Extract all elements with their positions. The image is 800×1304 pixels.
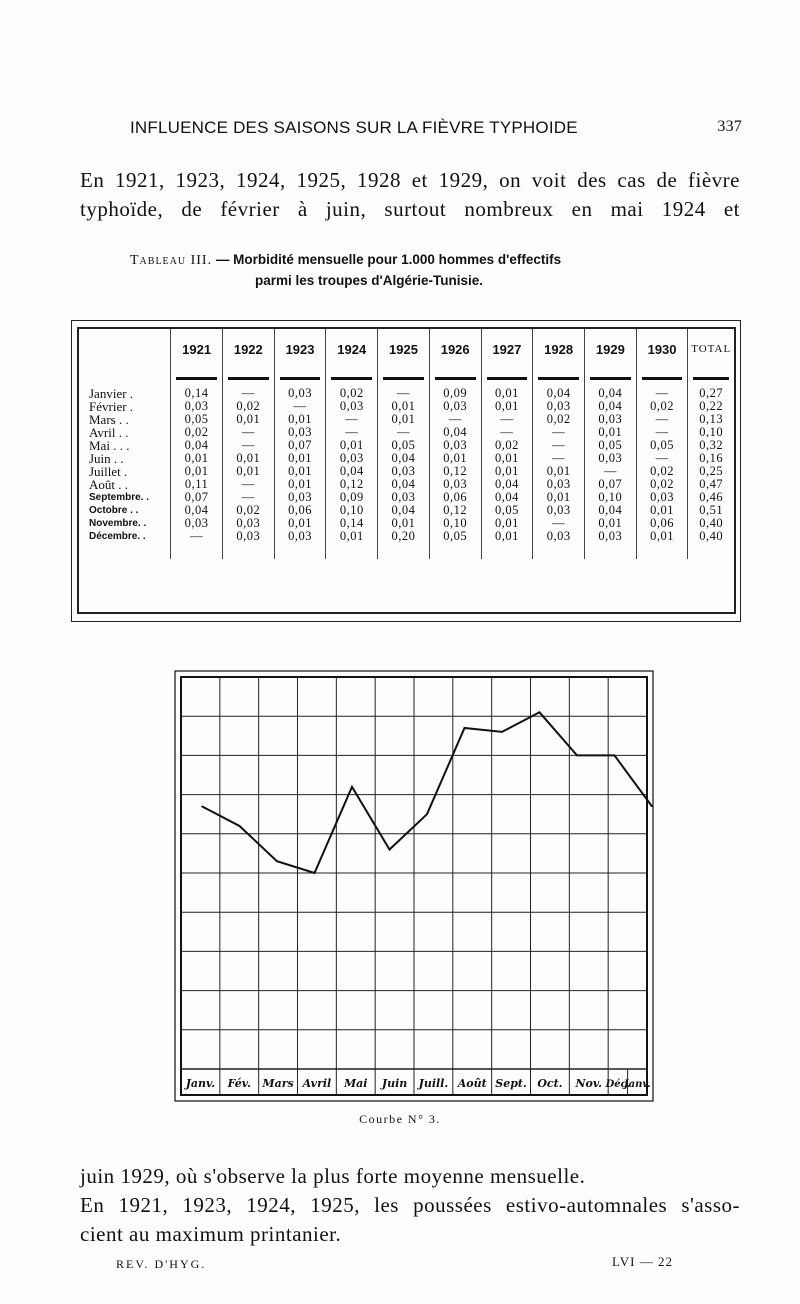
table-cell: 0,01 bbox=[378, 413, 430, 426]
month-label: Octobre . . bbox=[89, 505, 139, 516]
table-cell: 0,04 bbox=[584, 387, 636, 400]
table-cell: — bbox=[533, 452, 585, 465]
table-row bbox=[79, 530, 734, 543]
month-label: Juillet . bbox=[89, 464, 128, 479]
x-tick-label: Mai bbox=[344, 1077, 368, 1090]
table-cell: 0,40 bbox=[688, 530, 734, 543]
table-cell: 0,02 bbox=[222, 400, 274, 413]
table-cell: 0,06 bbox=[636, 517, 688, 530]
table-cell: 0,10 bbox=[584, 491, 636, 504]
table-cell: 0,01 bbox=[429, 452, 481, 465]
table-cell: 0,03 bbox=[222, 530, 274, 543]
table-cell: 0,03 bbox=[274, 491, 326, 504]
x-tick-label: Avril bbox=[302, 1077, 332, 1090]
chart-points bbox=[201, 711, 653, 873]
table-title-line-1: — Morbidité mensuelle pour 1.000 hommes d'effectifs bbox=[212, 252, 562, 267]
month-label: Avril . . bbox=[89, 425, 129, 440]
table-cell: — bbox=[584, 465, 636, 478]
table-cell: 0,03 bbox=[326, 452, 378, 465]
table-cell: — bbox=[222, 426, 274, 439]
table-cell: 0,09 bbox=[429, 387, 481, 400]
closing-line-3: cient au maximum printanier. bbox=[80, 1222, 342, 1246]
table-cell: — bbox=[274, 400, 326, 413]
table-cell: 0,01 bbox=[274, 517, 326, 530]
table-cell: 0,03 bbox=[429, 478, 481, 491]
table-cell: 0,01 bbox=[481, 530, 533, 543]
month-label: Mars . . bbox=[89, 412, 129, 427]
month-label: Novembre. . bbox=[89, 518, 147, 529]
x-tick-label: Oct. bbox=[537, 1077, 563, 1090]
table-cell: 0,14 bbox=[171, 387, 223, 400]
table-cell: 0,01 bbox=[533, 491, 585, 504]
table-cell: 0,03 bbox=[533, 504, 585, 517]
table-cell: — bbox=[533, 439, 585, 452]
table-cell: 0,02 bbox=[481, 439, 533, 452]
table-cell: — bbox=[636, 413, 688, 426]
table-cell: 0,05 bbox=[584, 439, 636, 452]
table-cell: 0,01 bbox=[584, 426, 636, 439]
table-cell: — bbox=[171, 530, 223, 543]
series-point bbox=[501, 731, 503, 733]
x-tick-label: Nov. bbox=[575, 1077, 603, 1090]
chart-month-labels bbox=[184, 1077, 651, 1090]
table-cell: 0,11 bbox=[171, 478, 223, 491]
table-cell: 0,03 bbox=[636, 491, 688, 504]
header-title: INFLUENCE DES SAISONS SUR LA FIÈVRE TYPHOIDE bbox=[130, 118, 578, 137]
column-header: 1923 bbox=[274, 329, 326, 369]
table-cell: — bbox=[222, 439, 274, 452]
table-cell: 0,04 bbox=[171, 504, 223, 517]
table-cell: — bbox=[222, 478, 274, 491]
table-cell: 0,10 bbox=[688, 426, 734, 439]
table-cell: 0,01 bbox=[481, 452, 533, 465]
table-cell: 0,04 bbox=[584, 400, 636, 413]
table-cell: 0,06 bbox=[274, 504, 326, 517]
table-cell: 0,14 bbox=[326, 517, 378, 530]
x-tick-label: Mars bbox=[262, 1077, 294, 1090]
intro-line-1: En 1921, 1923, 1924, 1925, 1928 et 1929, on voit des cas de fièvre bbox=[80, 168, 740, 192]
column-header: 1921 bbox=[171, 329, 223, 369]
series-point bbox=[464, 727, 466, 729]
table-cell: 0,09 bbox=[326, 491, 378, 504]
x-tick-label: Janv. bbox=[185, 1077, 216, 1090]
series-point bbox=[426, 813, 428, 815]
table-cell: 0,12 bbox=[429, 504, 481, 517]
table-cell: 0,04 bbox=[429, 426, 481, 439]
table-cell: 0,01 bbox=[481, 517, 533, 530]
table-cell: 0,05 bbox=[378, 439, 430, 452]
table-cell: 0,03 bbox=[171, 400, 223, 413]
table-cell: 0,03 bbox=[429, 400, 481, 413]
table-cell: 0,07 bbox=[584, 478, 636, 491]
column-header: 1929 bbox=[584, 329, 636, 369]
table-cell: 0,01 bbox=[584, 517, 636, 530]
table-cell: 0,51 bbox=[688, 504, 734, 517]
month-label: Février . bbox=[89, 399, 134, 414]
table-cell: 0,01 bbox=[222, 452, 274, 465]
table-cell: — bbox=[326, 426, 378, 439]
table-frame bbox=[71, 320, 741, 622]
table-cell: 0,01 bbox=[326, 530, 378, 543]
table-cell: — bbox=[636, 452, 688, 465]
column-header: 1922 bbox=[222, 329, 274, 369]
footer-volume: LVI — 22 bbox=[612, 1254, 673, 1269]
table-cell: 0,01 bbox=[378, 517, 430, 530]
morbidity-table bbox=[79, 329, 734, 559]
table-cell: 0,03 bbox=[171, 517, 223, 530]
table-cell: 0,02 bbox=[533, 413, 585, 426]
table-cell: 0,32 bbox=[688, 439, 734, 452]
series-point bbox=[239, 825, 241, 827]
table-caption bbox=[130, 250, 730, 291]
table-cell: 0,20 bbox=[378, 530, 430, 543]
page-number: 337 bbox=[717, 118, 742, 135]
table-cell: 0,27 bbox=[688, 387, 734, 400]
row-header-corner bbox=[79, 329, 171, 369]
series-point bbox=[276, 860, 278, 862]
table-cell: 0,13 bbox=[688, 413, 734, 426]
table-bottom-padding bbox=[79, 543, 734, 559]
table-cell: 0,07 bbox=[171, 491, 223, 504]
table-cell: — bbox=[378, 426, 430, 439]
chart-caption: Courbe N° 3. bbox=[359, 1112, 441, 1126]
table-cell: 0,03 bbox=[533, 530, 585, 543]
table-cell: 0,03 bbox=[326, 400, 378, 413]
table-cell: 0,05 bbox=[481, 504, 533, 517]
table-cell: 0,01 bbox=[636, 530, 688, 543]
table-cell: 0,10 bbox=[326, 504, 378, 517]
table-cell: 0,01 bbox=[222, 413, 274, 426]
table-cell: 0,01 bbox=[481, 387, 533, 400]
series-point bbox=[614, 755, 616, 757]
table-cell: — bbox=[378, 387, 430, 400]
table-cell: 0,06 bbox=[429, 491, 481, 504]
header-rule-row bbox=[79, 369, 734, 387]
table-cell: 0,40 bbox=[688, 517, 734, 530]
table-header-row bbox=[79, 329, 734, 369]
table-cell: 0,47 bbox=[688, 478, 734, 491]
table-cell: 0,02 bbox=[326, 387, 378, 400]
table-cell: — bbox=[533, 426, 585, 439]
table-cell: — bbox=[326, 413, 378, 426]
table-cell: 0,03 bbox=[274, 387, 326, 400]
closing-paragraph bbox=[80, 1162, 740, 1249]
table-cell: 0,01 bbox=[171, 465, 223, 478]
table-cell: 0,02 bbox=[636, 478, 688, 491]
closing-line-1: juin 1929, où s'observe la plus forte moyenne mensuelle. bbox=[80, 1164, 586, 1188]
x-tick-label: Janv. bbox=[623, 1079, 651, 1090]
series-point bbox=[651, 806, 653, 808]
table-cell: 0,10 bbox=[429, 517, 481, 530]
table-cell: 0,16 bbox=[688, 452, 734, 465]
table-cell: 0,03 bbox=[222, 517, 274, 530]
table-cell: 0,03 bbox=[584, 530, 636, 543]
series-point bbox=[539, 711, 541, 713]
table-cell: 0,04 bbox=[481, 491, 533, 504]
table-cell: — bbox=[636, 426, 688, 439]
month-label: Janvier . bbox=[89, 386, 134, 401]
closing-line-2: En 1921, 1923, 1924, 1925, les poussées estivo-automnales s'asso- bbox=[80, 1193, 740, 1217]
month-label: Août . . bbox=[89, 477, 128, 492]
table-cell: 0,03 bbox=[533, 478, 585, 491]
table-cell: 0,22 bbox=[688, 400, 734, 413]
table-label: Tableau III. bbox=[130, 253, 213, 268]
table-cell: — bbox=[429, 413, 481, 426]
table-cell: — bbox=[222, 491, 274, 504]
series-point bbox=[389, 849, 391, 851]
table-cell: 0,01 bbox=[481, 400, 533, 413]
table-cell: 0,01 bbox=[222, 465, 274, 478]
table-cell: 0,01 bbox=[326, 439, 378, 452]
table-cell: 0,01 bbox=[481, 465, 533, 478]
table-cell: 0,04 bbox=[326, 465, 378, 478]
column-header: 1930 bbox=[636, 329, 688, 369]
series-point bbox=[351, 786, 353, 788]
column-header: 1926 bbox=[429, 329, 481, 369]
table-cell: 0,01 bbox=[533, 465, 585, 478]
table-cell: 0,07 bbox=[274, 439, 326, 452]
table-cell: 0,04 bbox=[378, 478, 430, 491]
table-cell: 0,05 bbox=[636, 439, 688, 452]
table-cell: — bbox=[481, 413, 533, 426]
table-cell: 0,12 bbox=[429, 465, 481, 478]
table-cell: 0,03 bbox=[533, 400, 585, 413]
month-label: Septembre. . bbox=[89, 492, 150, 503]
table-inner-frame bbox=[77, 327, 736, 614]
table-cell: 0,04 bbox=[533, 387, 585, 400]
table-cell: 0,01 bbox=[171, 452, 223, 465]
table-cell: 0,04 bbox=[378, 504, 430, 517]
column-header: TOTAL bbox=[688, 329, 734, 369]
month-label: Mai . . . bbox=[89, 438, 130, 453]
table-cell: 0,03 bbox=[274, 530, 326, 543]
table-cell: 0,03 bbox=[378, 491, 430, 504]
table-cell: 0,12 bbox=[326, 478, 378, 491]
table-cell: — bbox=[222, 387, 274, 400]
table-cell: 0,03 bbox=[584, 413, 636, 426]
x-tick-label: Déc. bbox=[605, 1079, 631, 1090]
table-cell: 0,03 bbox=[429, 439, 481, 452]
table-cell: 0,04 bbox=[584, 504, 636, 517]
table-cell: 0,04 bbox=[378, 452, 430, 465]
footer-journal: REV. D'HYG. bbox=[116, 1257, 207, 1271]
column-header: 1928 bbox=[533, 329, 585, 369]
table-cell: 0,02 bbox=[636, 465, 688, 478]
table-cell: — bbox=[636, 387, 688, 400]
table-cell: 0,01 bbox=[274, 478, 326, 491]
intro-paragraph bbox=[80, 166, 740, 224]
table-cell: 0,25 bbox=[688, 465, 734, 478]
x-tick-label: Fév. bbox=[227, 1077, 251, 1090]
column-header: 1925 bbox=[378, 329, 430, 369]
table-cell: 0,01 bbox=[274, 465, 326, 478]
table-cell: — bbox=[481, 426, 533, 439]
table-cell: 0,01 bbox=[636, 504, 688, 517]
series-point bbox=[576, 755, 578, 757]
table-cell: 0,02 bbox=[171, 426, 223, 439]
series-point bbox=[314, 872, 316, 874]
table-cell: 0,04 bbox=[481, 478, 533, 491]
table-cell: 0,01 bbox=[274, 413, 326, 426]
column-header: 1927 bbox=[481, 329, 533, 369]
table-cell: 0,02 bbox=[222, 504, 274, 517]
table-cell: 0,05 bbox=[429, 530, 481, 543]
table-cell: 0,02 bbox=[636, 400, 688, 413]
column-header: 1924 bbox=[326, 329, 378, 369]
series-point bbox=[201, 806, 203, 808]
x-tick-label: Sept. bbox=[495, 1077, 527, 1090]
table-cell: 0,01 bbox=[378, 400, 430, 413]
table-cell: 0,46 bbox=[688, 491, 734, 504]
month-label: Juin . . bbox=[89, 451, 124, 466]
table-cell: 0,03 bbox=[584, 452, 636, 465]
intro-line-2: typhoïde, de février à juin, surtout nombreux en mai 1924 et bbox=[80, 197, 740, 221]
running-header bbox=[130, 118, 742, 142]
table-cell: 0,03 bbox=[378, 465, 430, 478]
month-label: Décembre. . bbox=[89, 531, 146, 542]
morbidity-line-chart bbox=[174, 670, 654, 1102]
table-cell: 0,03 bbox=[274, 426, 326, 439]
table-title-line-2: parmi les troupes d'Algérie-Tunisie. bbox=[255, 273, 484, 288]
table-cell: 0,04 bbox=[171, 439, 223, 452]
x-tick-label: Juin bbox=[381, 1077, 408, 1090]
chart-series-line bbox=[202, 712, 652, 873]
chart-grid bbox=[181, 677, 647, 1095]
table-cell: 0,01 bbox=[274, 452, 326, 465]
x-tick-label: Août bbox=[457, 1077, 487, 1090]
table-cell: — bbox=[533, 517, 585, 530]
x-tick-label: Juill. bbox=[418, 1077, 449, 1090]
table-cell: 0,05 bbox=[171, 413, 223, 426]
